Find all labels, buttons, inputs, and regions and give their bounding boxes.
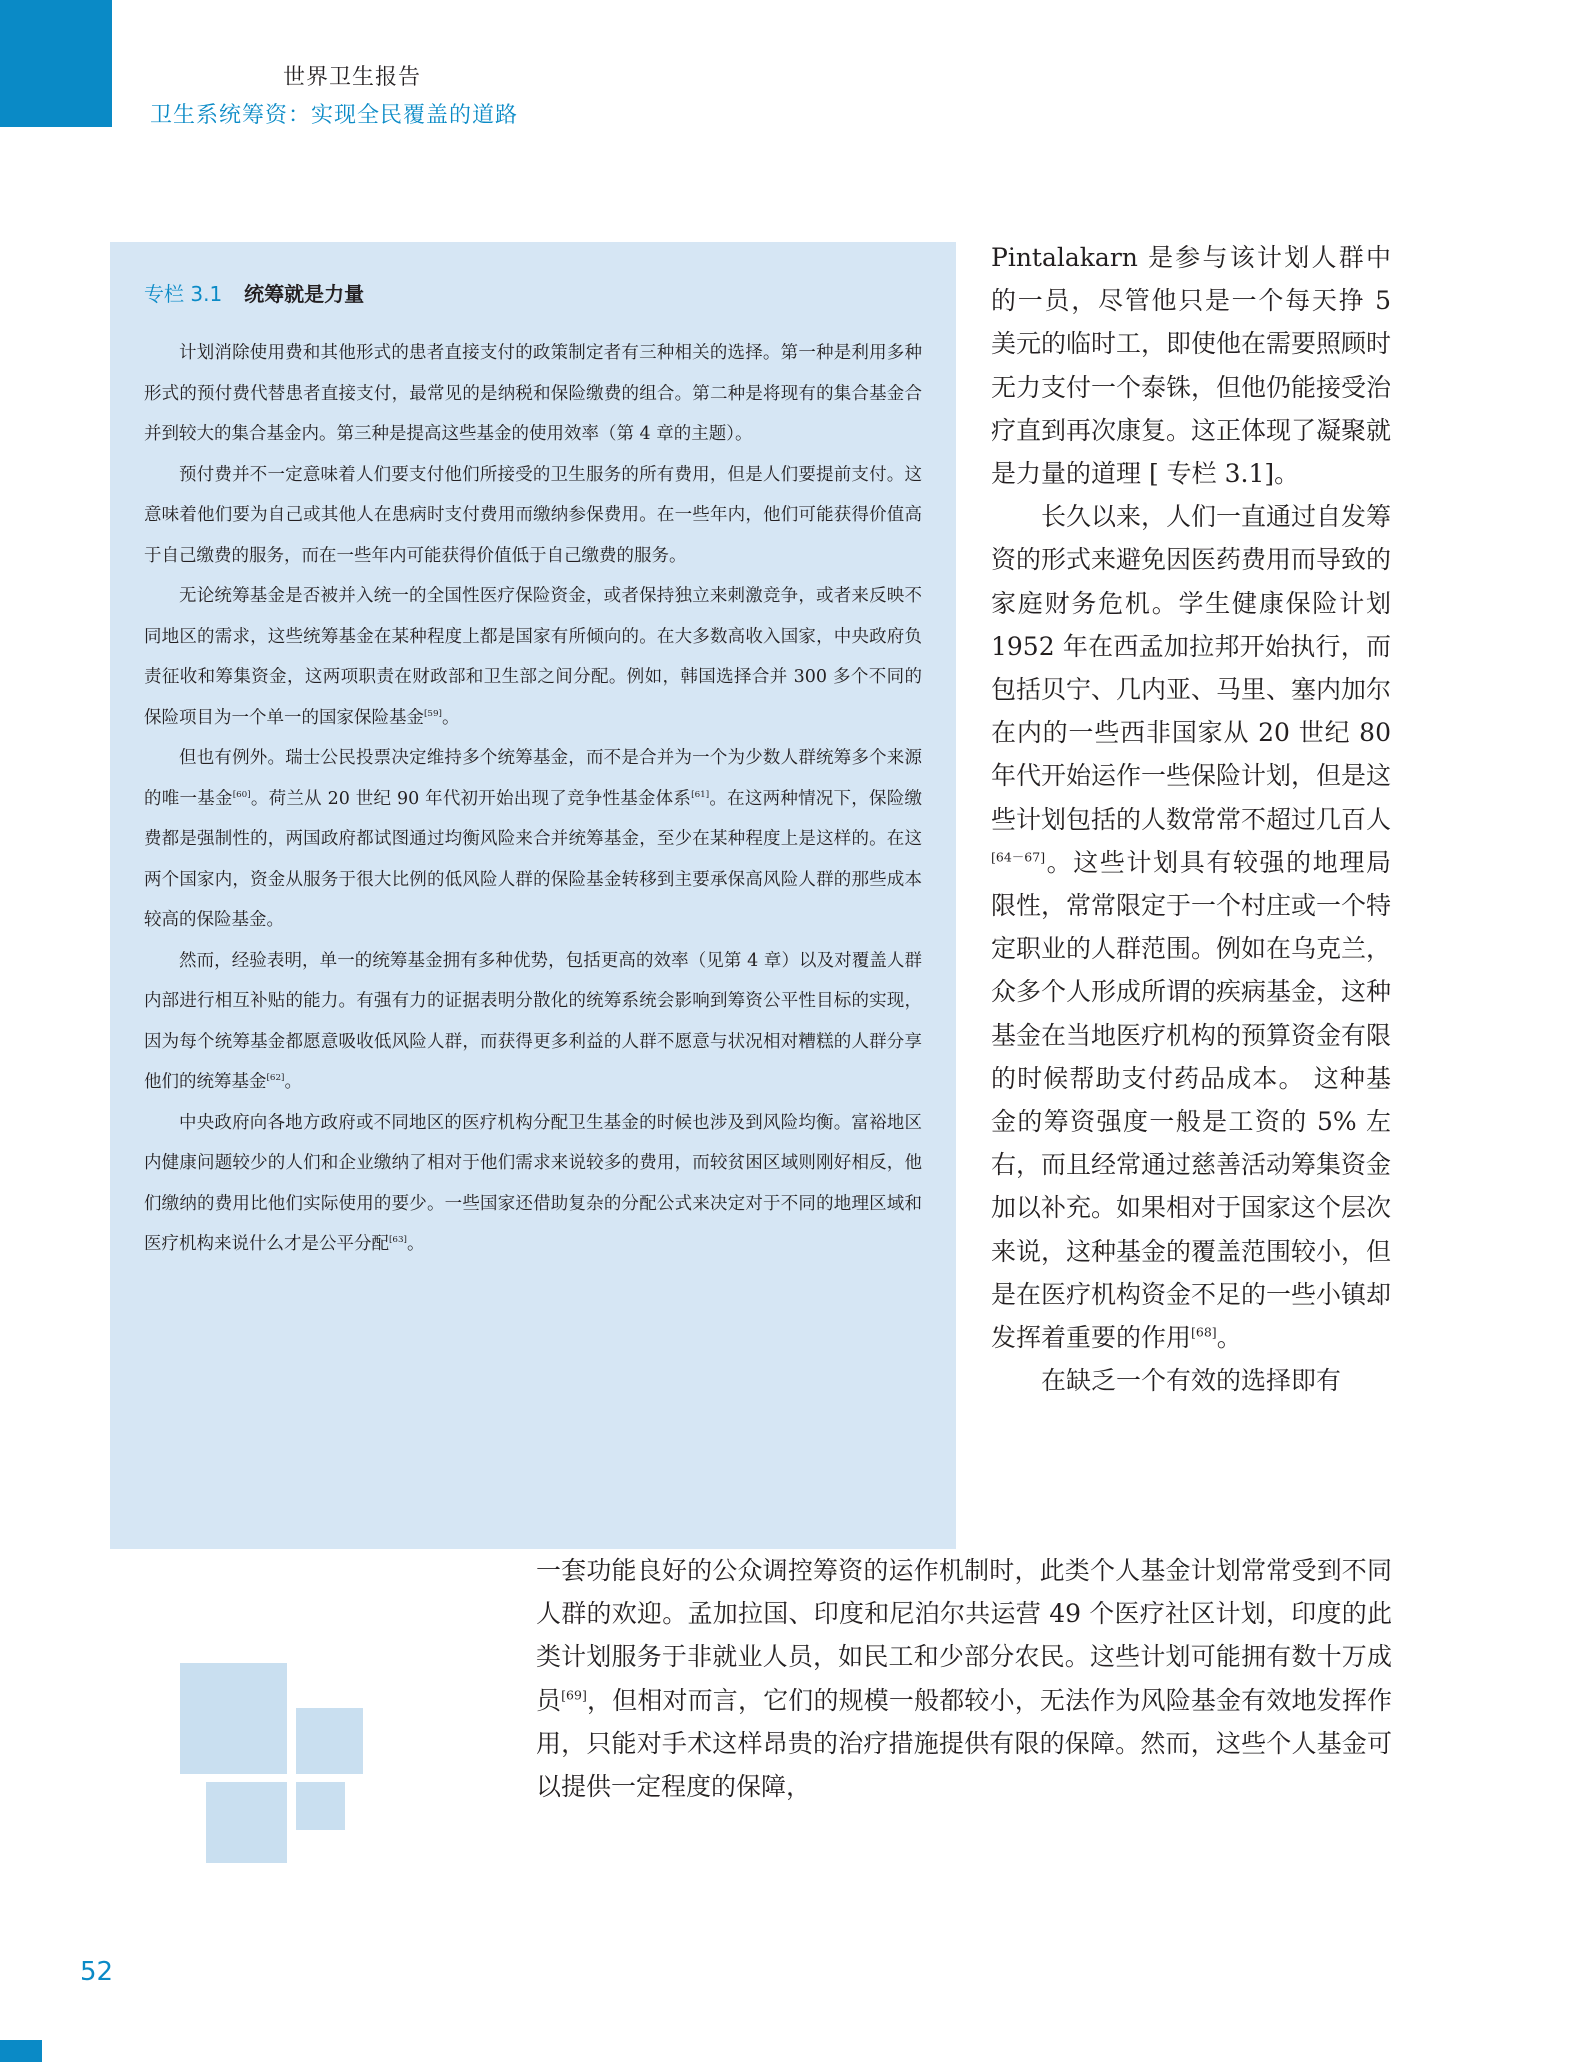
paragraph-text: 长久以来，人们一直通过自发筹资的形式来避免因医药费用而导致的家庭财务危机。学生健康保险计划 1952 年在西孟加拉邦开始执行，而包括贝宁、几内亚、马里、塞内加尔在内的一些西非国家从 20 世纪 80 年代开始运作一些保险计划，但是这些计划包括的人数常常不超过几百人 [991, 502, 1392, 834]
box-paragraph [144, 576, 922, 738]
citation: [62] [266, 1073, 285, 1084]
decorative-square [296, 1708, 363, 1774]
paragraph-text: 但也有例外。瑞士公民投票决定维持多个统筹基金，而不是合并为一个为少数人群统筹多个来源的唯一基金 [144, 748, 922, 809]
citation: [61] [691, 789, 710, 800]
decorative-square [180, 1663, 287, 1774]
right-column [991, 236, 1391, 1402]
paragraph-text: 。这些计划具有较强的地理局限性，常常限定于一个村庄或一个特定职业的人群范围。例如在乌克兰，众多个人形成所谓的疾病基金，这种基金在当地医疗机构的预算资金有限的时候帮助支付药品成本。 这种基金的筹资强度一般是工资的 5% 左右，而且经常通过慈善活动筹集资金加以补充。如果相对于国家这个层次来说，这种基金的覆盖范围较小，但是在医疗机构资金不足的一些小镇却发挥着重要的作用 [991, 847, 1392, 1353]
report-title: 世界卫生报告 [283, 65, 422, 90]
box-title: 统筹就是力量 [244, 282, 365, 306]
paragraph-text: 计划消除使用费和其他形式的患者直接支付的政策制定者有三种相关的选择。第一种是利用多种形式的预付费代替患者直接支付，最常见的是纳税和保险缴费的组合。第二种是将现有的集合基金合并到较大的集合基金内。第三种是提高这些基金的使用效率（第 4 章的主题）。 [144, 343, 922, 444]
paragraph-text: 。在这两种情况下，保险缴费都是强制性的，两国政府都试图通过均衡风险来合并统筹基金，至少在某种程度上是这样的。在这两个国家内，资金从服务于很大比例的低风险人群的保险基金转移到主要承保高风险人群的那些成本较高的保险基金。 [144, 788, 923, 930]
paragraph-text: ，但相对而言，它们的规模一般都较小，无法作为风险基金有效地发挥作用，只能对手术这样昂贵的治疗措施提供有限的保障。然而，这些个人基金可以提供一定程度的保障， [536, 1685, 1392, 1802]
report-subtitle: 卫生系统筹资：实现全民覆盖的道路 [150, 103, 519, 128]
sidebar-box-3-1 [110, 242, 956, 1549]
citation: [69] [561, 1687, 587, 1703]
box-paragraph [144, 941, 922, 1103]
footer-color-block [0, 2040, 42, 2062]
paragraph-text: 然而，经验表明，单一的统筹基金拥有多种优势，包括更高的效率（见第 4 章）以及对覆盖人群内部进行相互补贴的能力。有强有力的证据表明分散化的统筹系统会影响到筹资公平性目标的实现，因为每个统筹基金都愿意吸收低风险人群，而获得更多利益的人群不愿意与状况相对糟糕的人群分享他们的统筹基金 [144, 950, 922, 1092]
body-paragraph: 在缺乏一个有效的选择即有 [1041, 1366, 1342, 1396]
punctuation: 。 [406, 1234, 425, 1254]
box-paragraph [144, 333, 922, 455]
decorative-square [206, 1782, 287, 1863]
box-heading [144, 278, 922, 307]
citation: [59] [424, 708, 442, 719]
paragraph-text: 。荷兰从 20 世纪 90 年代初开始出现了竞争性基金体系 [250, 788, 692, 809]
box-paragraph [144, 738, 922, 941]
paragraph-text: 无论统筹基金是否被并入统一的全国性医疗保险资金，或者保持独立来刺激竞争，或者来反映不同地区的需求，这些统筹基金在某种程度上都是国家有所倾向的。在大多数高收入国家，中央政府负责征收和筹集资金，这两项职责在财政部和卫生部之间分配。例如，韩国选择合并 300 多个不同的保险项目为一个单一的国家保险基金 [144, 586, 922, 728]
body-paragraph [536, 1549, 1392, 1808]
decorative-square [296, 1782, 345, 1830]
punctuation: 。 [441, 707, 460, 728]
citation: [60] [232, 789, 251, 800]
punctuation: 。 [284, 1072, 302, 1092]
box-paragraph [144, 455, 922, 577]
citation: [64－67] [991, 849, 1046, 865]
page-number: 52 [80, 1957, 114, 1987]
bottom-paragraph [536, 1549, 1392, 1808]
punctuation: 。 [1216, 1323, 1242, 1353]
body-paragraph: Pintalakarn 是参与该计划人群中的一员，尽管他只是一个每天挣 5 美元的临时工，即使他在需要照顾时无力支付一个泰铢，但他仍能接受治疗直到再次康复。这正体现了凝聚就是力量的道理 [ 专栏 3.1]。 [991, 243, 1392, 489]
header-color-block [0, 0, 112, 127]
citation: [68] [1191, 1324, 1217, 1340]
paragraph-text: 中央政府向各地方政府或不同地区的医疗机构分配卫生基金的时候也涉及到风险均衡。富裕地区内健康问题较少的人们和企业缴纳了相对于他们需求来说较多的费用，而较贫困区域则刚好相反，他们缴纳的费用比他们实际使用的要少。一些国家还借助复杂的分配公式来决定对于不同的地理区域和医疗机构来说什么才是公平分配 [144, 1112, 922, 1254]
box-paragraph [144, 1103, 922, 1265]
paragraph-text: 预付费并不一定意味着人们要支付他们所接受的卫生服务的所有费用，但是人们要提前支付。这意味着他们要为自己或其他人在患病时支付费用而缴纳参保费用。在一些年内，他们可能获得价值高于自己缴费的服务，而在一些年内可能获得价值低于自己缴费的服务。 [144, 464, 922, 566]
body-paragraph [991, 495, 1391, 1359]
paragraph-text: 一套功能良好的公众调控筹资的运作机制时，此类个人基金计划常常受到不同人群的欢迎。孟加拉国、印度和尼泊尔共运营 49 个医疗社区计划，印度的此类计划服务于非就业人员，如民工和少部分农民。这些计划可能拥有数十万成员 [536, 1556, 1392, 1715]
box-label: 专栏 3.1 [144, 282, 223, 306]
citation: [63] [389, 1235, 407, 1246]
